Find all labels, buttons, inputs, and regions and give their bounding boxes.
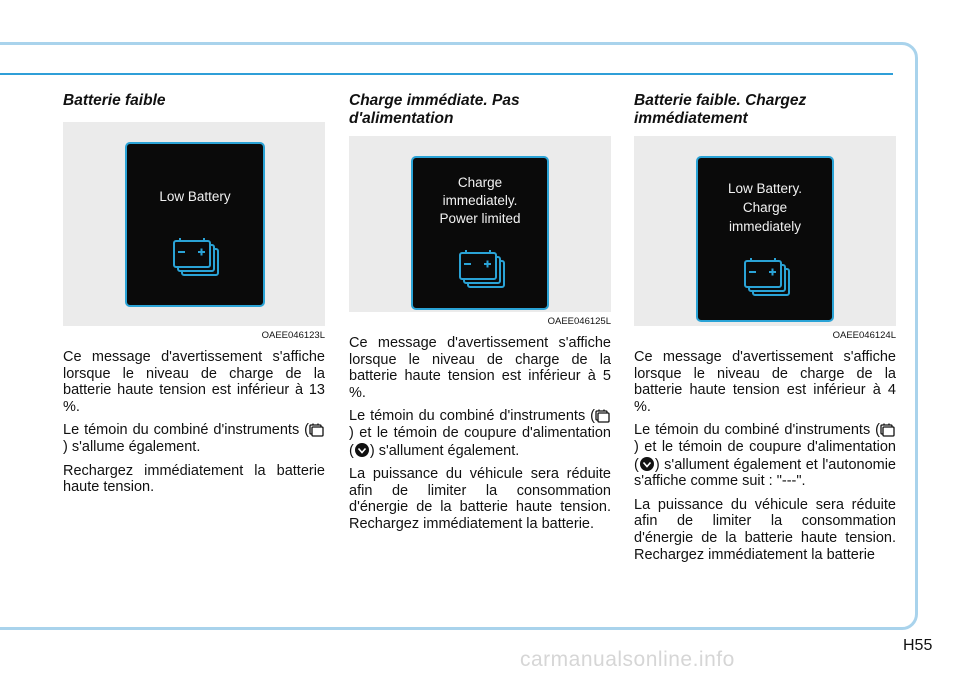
header-rule [0,73,893,75]
text-span: ) s'allument également et l'autonomie s'affiche comme suit : "---". [634,456,896,490]
section-title: Batterie faible. Chargez immédiatement [634,92,807,127]
paragraph [63,422,325,455]
section-low-battery [63,92,325,503]
paragraph [634,422,896,489]
power-limited-icon [354,442,370,458]
section-title: Charge immédiate. Pas d'alimentation [349,92,520,127]
cluster-figure [63,122,325,326]
paragraph: Ce message d'avertissement s'affiche lorsque le niveau de charge de la batterie haute tension est inférieur à 5 %. [349,335,611,401]
paragraph: La puissance du véhicule sera réduite afin de limiter la consommation d'énergie de la batterie haute tension. Rechargez immédiatement la batterie [634,496,896,563]
section-title: Batterie faible [63,92,166,109]
display-message-line: Charge [457,175,503,190]
display-message: Low Battery [159,189,231,204]
display-message-line: Charge [742,200,788,215]
image-code: OAEE046125L [547,316,611,327]
watermark: carmanualsonline.info [520,648,735,671]
page-number: H55 [903,637,933,654]
text-span: Le témoin du combiné d'instruments ( [634,422,880,439]
battery-stack-icon [459,248,507,292]
text-span: ) s'allument également. [369,442,520,459]
text-span: Le témoin du combiné d'instruments ( [349,408,595,425]
cluster-figure [634,136,896,326]
battery-warning-icon [880,422,896,437]
image-code: OAEE046123L [261,330,325,341]
cluster-display [696,156,834,322]
paragraph: Ce message d'avertissement s'affiche lorsque le niveau de charge de la batterie haute tension est inférieur à 13 %. [63,349,325,415]
paragraph: Ce message d'avertissement s'affiche lorsque le niveau de charge de la batterie haute tension est inférieur à 4 %. [634,349,896,415]
display-message-line: Power limited [439,211,521,226]
section-charge-immediately-power-limited [349,92,611,540]
battery-stack-icon [744,256,792,300]
display-message-line: immediately. [442,193,518,208]
cluster-figure [349,136,611,312]
paragraph [349,408,611,459]
cluster-display [125,142,265,307]
text-span: Le témoin du combiné d'instruments ( [63,422,309,439]
display-message-line: Low Battery. [727,181,803,196]
text-span: ) s'allume également. [63,438,201,455]
battery-warning-icon [309,422,325,437]
battery-warning-icon [595,408,611,423]
power-limited-icon [639,456,655,472]
display-message-line: immediately [728,219,802,234]
paragraph: La puissance du véhicule sera réduite afin de limiter la consommation d'énergie de la batterie haute tension. Rechargez immédiatement la batterie. [349,466,611,532]
text-span: ) et le témoin de coupure d'alimentation ( [634,438,896,473]
section-low-battery-charge-immediately [634,92,896,570]
cluster-display [411,156,549,310]
text-span: ) et le témoin de coupure d'alimentation ( [349,424,611,459]
paragraph: Rechargez immédiatement la batterie haute tension. [63,462,325,496]
image-code: OAEE046124L [832,330,896,341]
battery-stack-icon [173,236,221,280]
